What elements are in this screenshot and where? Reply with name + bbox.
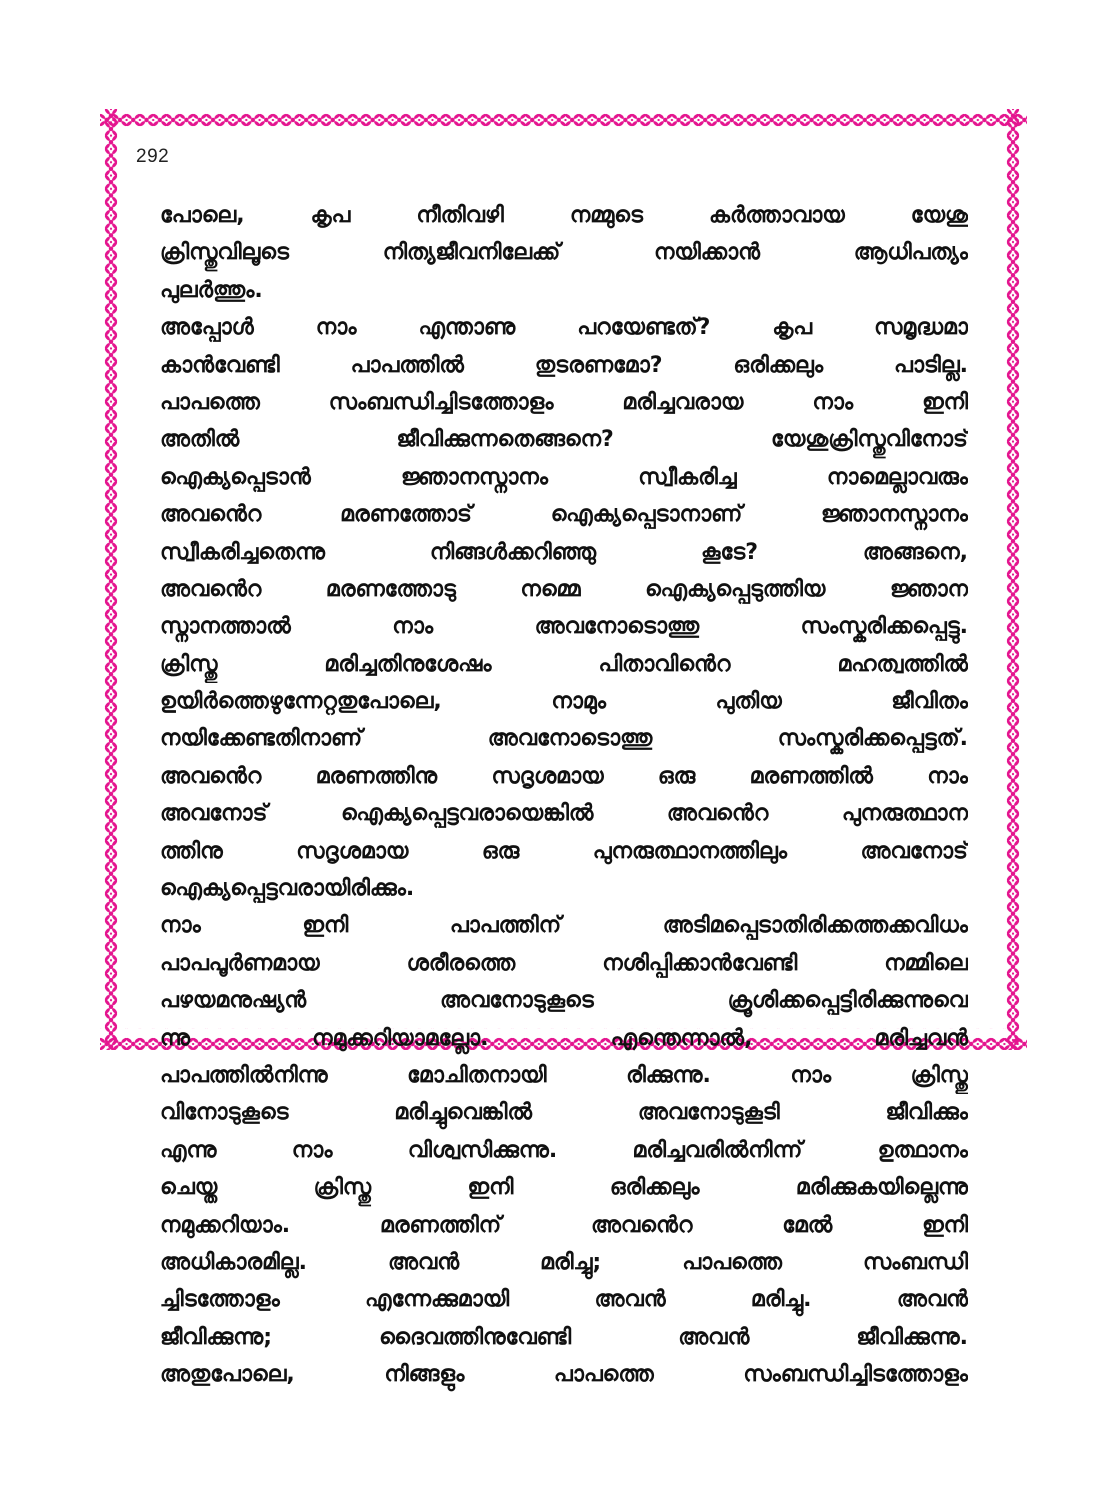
text-line: അവൻെറ മരണത്തോടു നമ്മെ ഐക്യപ്പെടുത്തിയ ജ്ഞാന [160,576,968,602]
text-line: നയിക്കേണ്ടതിനാണ് അവനോടൊത്തു സംസ്കരിക്കപ്പെട്ടത്. [160,726,968,752]
text-line: നമുക്കറിയാം. മരണത്തിന് അവൻെറ മേൽ ഇനി [160,1212,968,1238]
text-line: സ്വീകരിച്ചതെന്നു നിങ്ങൾക്കറിഞ്ഞു കൂടേ? അങ്ങനെ, [160,539,968,565]
text-line: ചെയ്ത ക്രിസ്തു ഇനി ഒരിക്കലും മരിക്കുകയില്ലെന്നു [160,1175,968,1201]
text-line: പോലെ, കൃപ നീതിവഴി നമ്മുടെ കർത്താവായ യേശു [160,203,968,228]
text-line: ജീവിക്കുന്നു; ദൈവത്തിനുവേണ്ടി അവൻ ജീവിക്കുന്നു. [160,1324,968,1350]
text-line: പുലർത്തും. [160,277,263,303]
text-line: അപ്പോൾ നാം എന്താണു പറയേണ്ടത്? കൃപ സമൃദ്ധമാ [160,315,968,341]
text-line: പാപത്തെ സംബന്ധിച്ചിടത്തോളം മരിച്ചവരായ നാം ഇനി [160,389,968,415]
text-line: അവൻെറ മരണത്തിനു സദൃശമായ ഒരു മരണത്തിൽ നാം [160,763,968,789]
text-line: അതിൽ ജീവിക്കുന്നതെങ്ങനെ? യേശുക്രിസ്തുവിനോട് [160,427,968,453]
text-line: അവൻെറ മരണത്തോട് ഐക്യപ്പെടാനാണ് ജ്ഞാനസ്നാനം [160,502,968,528]
text-line: ഐക്യപ്പെടാൻ ജ്ഞാനസ്നാനം സ്വീകരിച്ച നാമെല്ലാവരും [160,464,968,490]
text-line: ഐക്യപ്പെട്ടവരായിരിക്കും. [160,876,415,902]
text-line: ത്തിനു സദൃശമായ ഒരു പുനരുത്ഥാനത്തിലും അവനോട് [160,838,968,864]
text-line: ക്രിസ്തു മരിച്ചതിനുശേഷം പിതാവിൻെറ മഹത്വത്തിൽ [160,651,968,677]
text-line: സ്നാനത്താൽ നാം അവനോടൊത്തു സംസ്കരിക്കപ്പെട്ടു. [160,614,968,640]
text-line: എന്നു നാം വിശ്വസിക്കുന്നു. മരിച്ചവരിൽനിന്ന് ഉത്ഥാനം [160,1137,968,1163]
text-line: പാപത്തിൽനിന്നു മോചിതനായി രിക്കുന്നു. നാം ക്രിസ്തു [160,1062,968,1088]
text-line: പാപപൂർണമായ ശരീരത്തെ നശിപ്പിക്കാൻവേണ്ടി നമ്മിലെ [160,950,968,976]
text-line: നാം ഇനി പാപത്തിന് അടിമപ്പെടാതിരിക്കത്തക്കവിധം [160,913,968,939]
page-number: 292 [136,146,170,167]
text-line: പഴയമനുഷ്യൻ അവനോടുകൂടെ ക്രൂശിക്കപ്പെട്ടിരിക്കുന്നുവെ [160,988,968,1014]
text-line: ന്നു നമുക്കറിയാമല്ലോ. എന്തെന്നാൽ, മരിച്ചവൻ [160,1025,968,1051]
text-line: ഉയിർത്തെഴുന്നേറ്റതുപോലെ, നാമും പുതിയ ജീവിതം [160,689,968,715]
text-line: ക്രിസ്തുവിലൂടെ നിത്യജീവനിലേക്ക് നയിക്കാൻ ആധിപത്യം [160,240,968,266]
text-line: അധികാരമില്ല. അവൻ മരിച്ചു; പാപത്തെ സംബന്ധി [160,1249,968,1275]
text-line: കാൻവേണ്ടി പാപത്തിൽ തുടരണമോ? ഒരിക്കലും പാടില്ല. [160,352,968,378]
body-text [160,197,968,1394]
text-line: അവനോട് ഐക്യപ്പെട്ടവരായെങ്കിൽ അവൻെറ പുനരുത്ഥാന [160,801,968,827]
text-line: അതുപോലെ, നിങ്ങളും പാപത്തെ സംബന്ധിച്ചിടത്തോളം [160,1362,968,1388]
text-line: വിനോടുകൂടെ മരിച്ചുവെങ്കിൽ അവനോടുകൂടി ജീവിക്കും [160,1100,968,1126]
text-line: ച്ചിടത്തോളം എന്നേക്കുമായി അവൻ മരിച്ചു. അവൻ [160,1287,968,1313]
